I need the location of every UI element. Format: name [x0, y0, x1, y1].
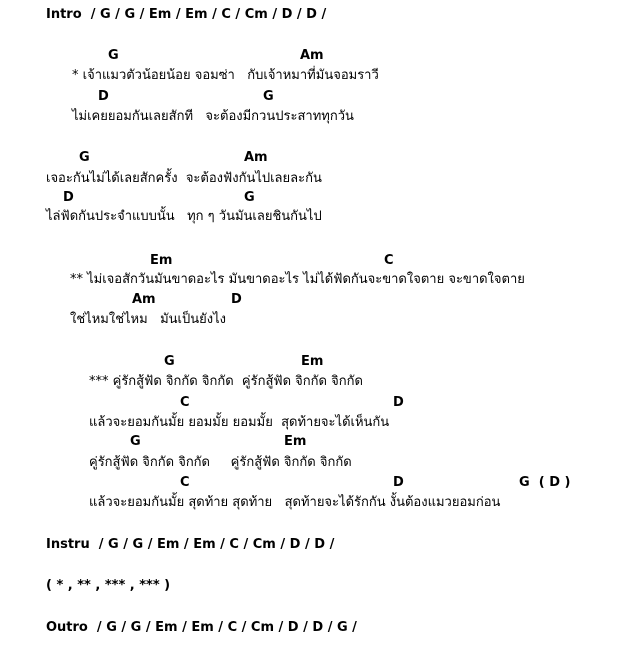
chord: D [98, 89, 109, 104]
chord: G [130, 434, 141, 449]
chord: G ( D ) [519, 475, 571, 490]
chord: G [263, 89, 274, 104]
lyric-line: ** ไม่เจอสักวันมันขาดอะไร มันขาดอะไร ไม่ได้ฟัดกันจะขาดใจตาย จะขาดใจตาย [70, 272, 525, 287]
chord: D [63, 190, 74, 205]
chord: G [164, 354, 175, 369]
chord: Em [284, 434, 307, 449]
chord: G [244, 190, 255, 205]
lyric-line: * เจ้าแมวตัวน้อยน้อย จอมซ่า กับเจ้าหมาที่มันจอมราวี [72, 68, 379, 83]
lyric-line: ไล่ฟัดกันประจำแบบนั้น ทุก ๆ วันมันเลยชินกันไป [46, 209, 322, 224]
chord: C [180, 475, 190, 490]
chord: Am [300, 48, 324, 63]
chord: Am [132, 292, 156, 307]
chord: Em [150, 253, 173, 268]
intro-line: Intro / G / G / Em / Em / C / Cm / D / D / [46, 7, 327, 22]
chord: C [180, 395, 190, 410]
chord: D [393, 395, 404, 410]
lyric-line: *** คู่รักสู้ฟัด จิกกัด จิกกัด คู่รักสู้ฟัด จิกกัด จิกกัด [89, 374, 363, 389]
lyric-line: ไม่เคยยอมกันเลยสักที จะต้องมีกวนประสาททุกวัน [72, 109, 354, 124]
chord: D [393, 475, 404, 490]
chord: Em [301, 354, 324, 369]
chord: D [231, 292, 242, 307]
lyric-line: แล้วจะยอมกันมั้ย ยอมมั้ย ยอมมั้ย สุดท้ายจะได้เห็นกัน [89, 415, 390, 430]
lyric-line: แล้วจะยอมกันมั้ย สุดท้าย สุดท้าย สุดท้ายจะได้รักกัน งั้นต้องแมวยอมก่อน [89, 495, 501, 510]
chord: G [108, 48, 119, 63]
lyric-line: เจอะกันไม่ได้เลยสักครั้ง จะต้องฟังกันไปเลยละกัน [46, 171, 322, 186]
chord: G [79, 150, 90, 165]
outro-line: Outro / G / G / Em / Em / C / Cm / D / D / G / [46, 620, 357, 635]
chord: C [384, 253, 394, 268]
lyric-line: ใช่ไหมใช่ไหม มันเป็นยังไง [70, 312, 226, 327]
lyric-line: คู่รักสู้ฟัด จิกกัด จิกกัด คู่รักสู้ฟัด จิกกัด จิกกัด [89, 455, 352, 470]
chord: Am [244, 150, 268, 165]
repeat-line: ( * , ** , *** , *** ) [46, 578, 171, 593]
instru-line: Instru / G / G / Em / Em / C / Cm / D / D / [46, 537, 335, 552]
